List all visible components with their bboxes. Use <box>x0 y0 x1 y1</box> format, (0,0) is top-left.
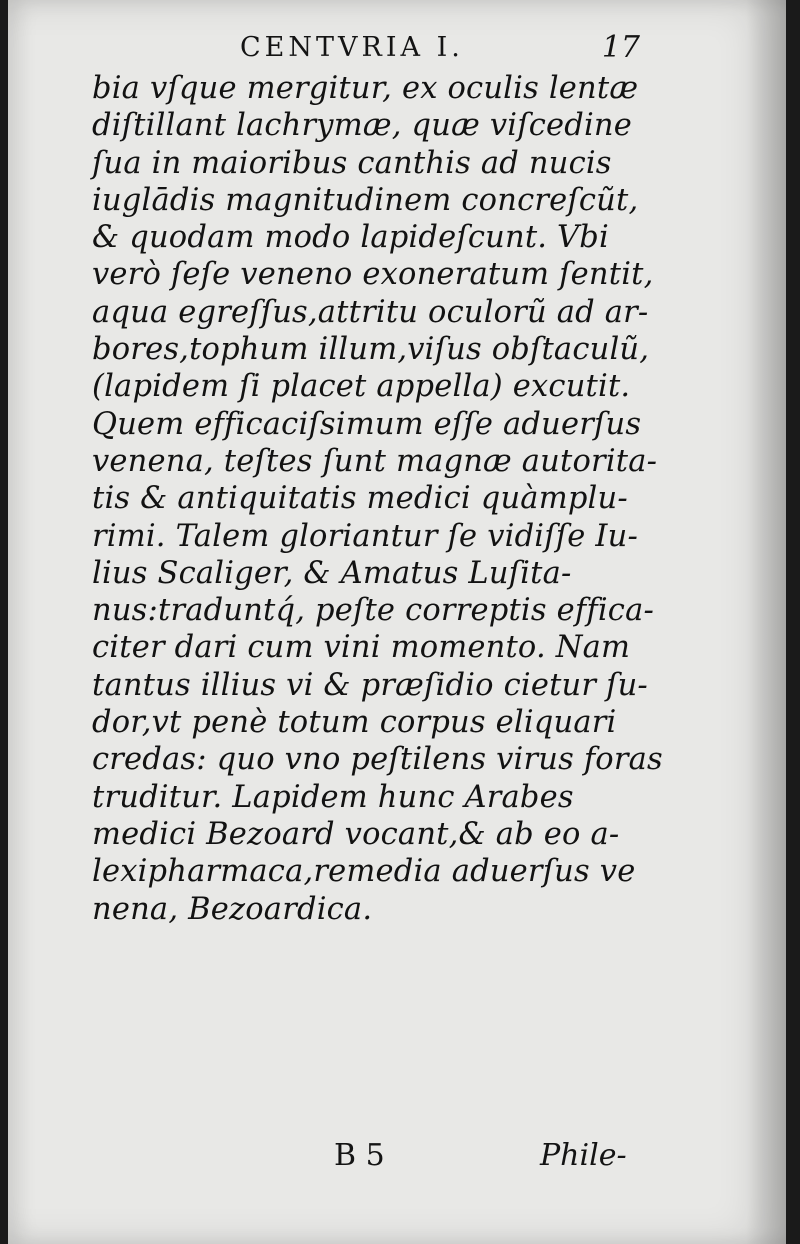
page-footer <box>334 1138 634 1178</box>
gutter-shadow <box>746 0 786 1244</box>
text-line: nena, Bezoardica. <box>92 891 373 927</box>
text-line: rimi. Talem gloriantur ſe vidiſſe Iu- <box>92 518 638 554</box>
text-line: bia vſque mergitur, ex oculis lentæ <box>92 71 639 106</box>
catchword: Phile- <box>540 1138 627 1173</box>
signature-mark: B 5 <box>334 1138 385 1173</box>
book-page <box>8 0 786 1244</box>
text-line: dor,vt penè totum corpus eliquari <box>92 705 617 741</box>
text-line: tantus illius vi & præſidio cietur ſu- <box>92 667 648 703</box>
text-line: verò ſeſe veneno exoneratum ſentit, <box>92 257 654 293</box>
text-line: (lapidem ſi placet appella) excutit. <box>92 369 631 405</box>
text-line: truditur. Lapidem hunc Arabes <box>92 779 574 815</box>
running-header <box>240 30 640 70</box>
text-line: credas: quo vno peſtilens virus foras <box>92 742 663 778</box>
text-line: bores,tophum illum,viſus obſtaculũ, <box>92 332 650 368</box>
text-line: iuglādis magnitudinem concreſcũt, <box>92 182 639 218</box>
text-line: medici Bezoard vocant,& ab eo a- <box>92 816 620 852</box>
text-line: tis & antiquitatis medici quàmplu- <box>92 481 628 517</box>
body-text <box>92 70 663 928</box>
text-line: nus:traduntq́, peſte correptis effica- <box>92 593 654 629</box>
text-line: citer dari cum vini momento. Nam <box>92 630 631 666</box>
text-line: aqua egreſſus,attritu oculorũ ad ar- <box>92 294 649 330</box>
running-title: CENTVRIA I. <box>240 32 464 63</box>
text-line: diſtillant lachrymæ, quæ viſcedine <box>92 108 633 144</box>
page-number: 17 <box>601 30 640 65</box>
text-line: Quem efficaciſsimum eſſe aduerſus <box>92 406 642 442</box>
text-line: lius Scaliger, & Amatus Luſita- <box>92 555 572 591</box>
text-line: & quodam modo lapideſcunt. Vbi <box>92 220 609 256</box>
text-line: lexipharmaca,remedia aduerſus ve <box>92 854 636 890</box>
text-line: ſua in maioribus canthis ad nucis <box>92 145 612 181</box>
text-line: venena, teſtes ſunt magnæ autorita- <box>92 443 658 479</box>
